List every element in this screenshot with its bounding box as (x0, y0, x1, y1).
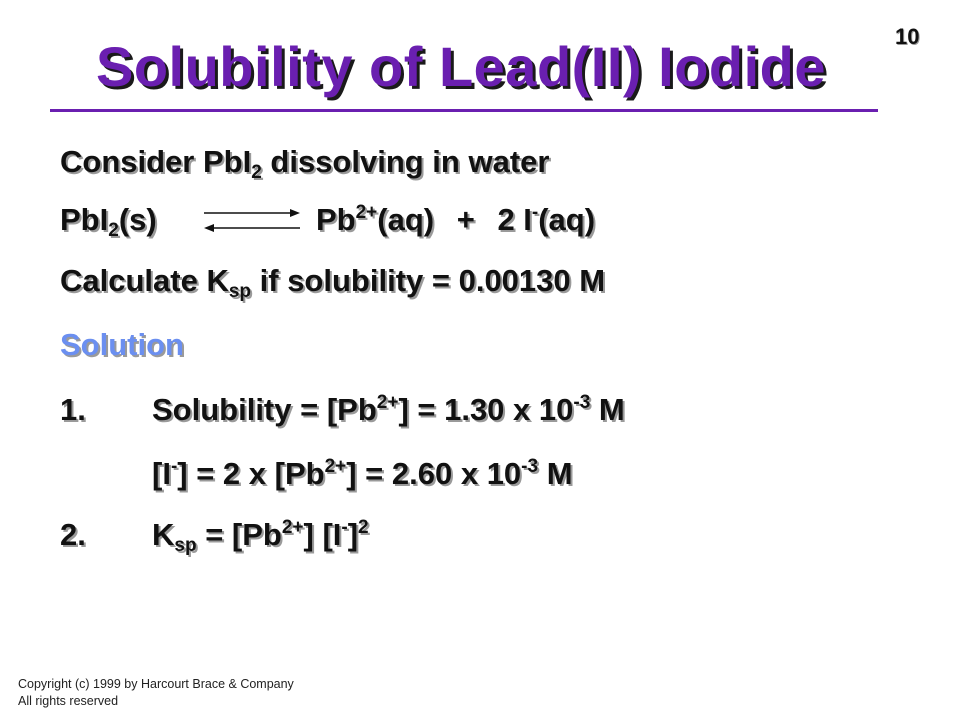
solution-heading: Solution (60, 327, 184, 362)
reactant-subscript: 2 (108, 220, 119, 241)
consider-text-rest: dissolving in water (261, 144, 550, 179)
page-number: 10 (895, 24, 920, 49)
step-1b-text-2: ] = 2 x [Pb (177, 456, 325, 491)
step-1-charge: 2+ (376, 392, 399, 413)
step-2-bracket: ] (347, 517, 359, 552)
copyright-line-1: Copyright (c) 1999 by Harcourt Brace & Company (18, 677, 294, 691)
calculate-text-rest: if solubility = 0.00130 M (251, 263, 606, 298)
copyright-line-2: All rights reserved (18, 694, 119, 708)
reactant-state: (s) (118, 202, 157, 237)
step-1-unit: M (590, 392, 625, 427)
slide-title: Solubility of Lead(II) Iodide (95, 35, 827, 98)
product-iodide-charge: - (531, 202, 539, 223)
step-1b-exponent: -3 (521, 456, 539, 477)
step-2-text: = [Pb (196, 517, 282, 552)
step-2-text-2: ] [I (303, 517, 342, 552)
title-underline (50, 109, 878, 112)
calculate-line (60, 263, 606, 302)
step-1 (60, 392, 625, 428)
step-2-square: 2 (358, 517, 369, 538)
reaction-line (60, 202, 596, 241)
step-2-k: K (152, 517, 175, 552)
step-2-ksp-subscript: sp (174, 535, 197, 556)
consider-line (60, 144, 550, 183)
step-2-number: 2. (60, 517, 86, 552)
product-iodide (497, 202, 595, 237)
step-2-pb-charge: 2+ (281, 517, 304, 538)
consider-text: Consider PbI (60, 144, 252, 179)
copyright-notice (18, 676, 294, 710)
step-2 (60, 517, 369, 556)
step-1-value: ] = 1.30 x 10 (398, 392, 574, 427)
step-1-number: 1. (60, 392, 86, 427)
step-1b (60, 456, 573, 492)
product-pb (316, 202, 434, 237)
product-pb-charge: 2+ (355, 202, 378, 223)
product-iodide-state: (aq) (538, 202, 596, 237)
consider-subscript: 2 (251, 162, 262, 183)
step-1b-pb-charge: 2+ (324, 456, 347, 477)
step-2-i-charge: - (341, 517, 348, 538)
step-1-text: Solubility = [Pb (152, 392, 377, 427)
step-1-exponent: -3 (573, 392, 591, 413)
step-1b-charge: - (170, 456, 178, 477)
reactant-formula: PbI (60, 202, 109, 237)
step-1b-value: ] = 2.60 x 10 (346, 456, 522, 491)
calculate-text: Calculate K (60, 263, 229, 298)
equilibrium-arrow-icon (204, 205, 304, 235)
product-iodide-formula: 2 I (497, 202, 532, 237)
step-1b-text: [I (152, 456, 171, 491)
reactant (60, 202, 157, 241)
product-pb-formula: Pb (315, 202, 356, 237)
product-pb-state: (aq) (377, 202, 435, 237)
plus-sign: + (456, 202, 475, 237)
ksp-subscript: sp (228, 281, 252, 302)
step-1b-unit: M (538, 456, 573, 491)
